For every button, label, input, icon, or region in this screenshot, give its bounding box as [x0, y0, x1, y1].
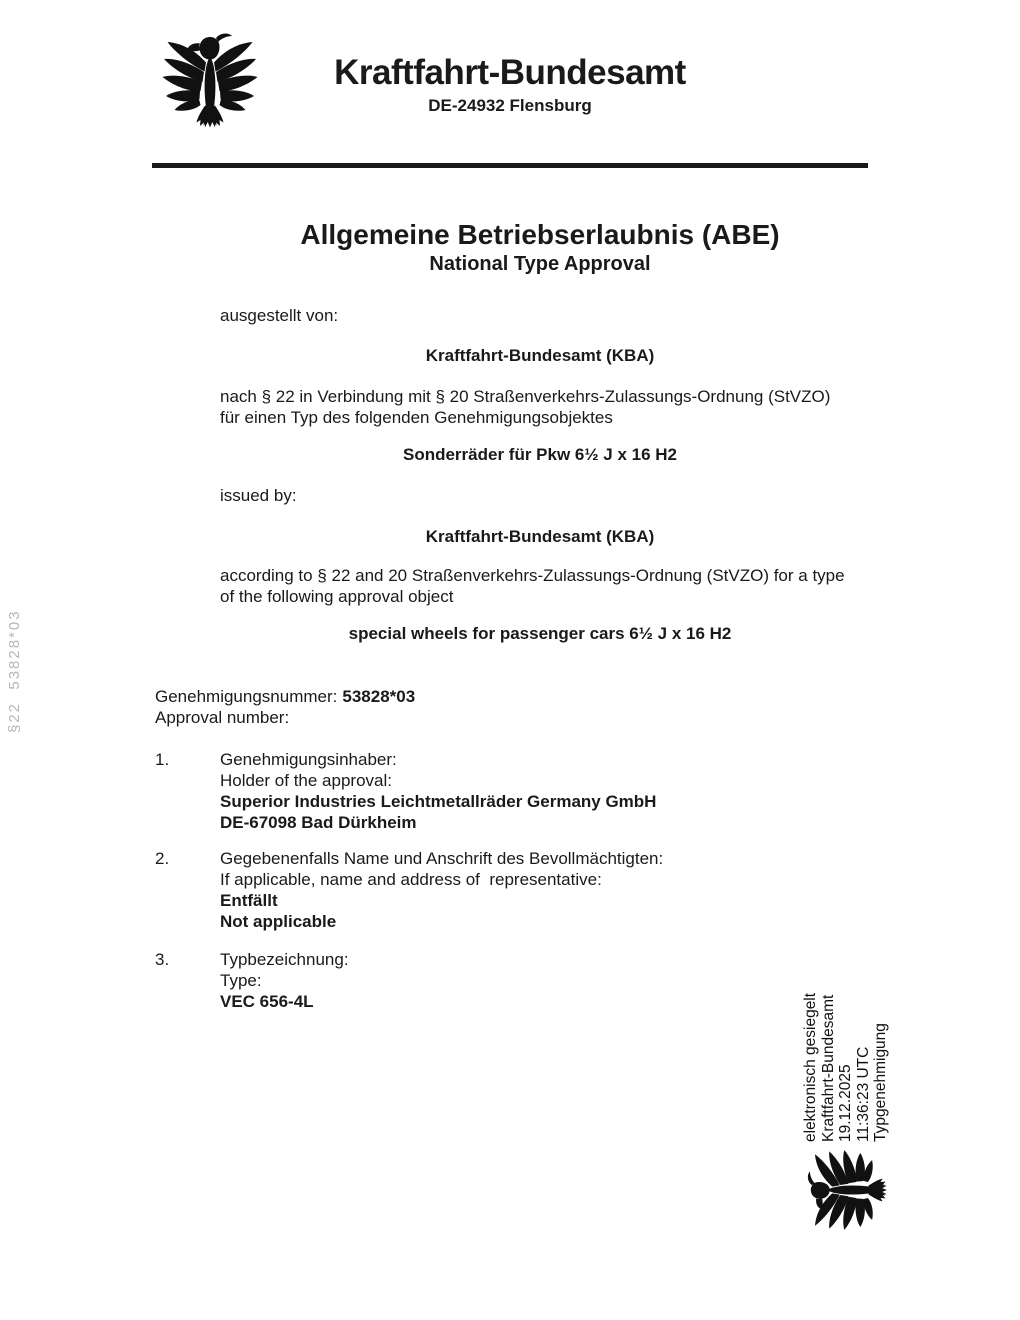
seal-line-authority: Kraftfahrt-Bundesamt [819, 994, 837, 1142]
approval-number-block [155, 686, 865, 728]
issued-by-label-en: issued by: [220, 486, 297, 505]
item-1-number: 1. [155, 750, 170, 769]
seal-bundesadler-eagle-icon [807, 1148, 891, 1232]
seal-line-kind: Typgenehmigung [872, 1023, 889, 1142]
item-1-holder-name: Superior Industries Leichtmetallräder Germany GmbH [220, 792, 657, 811]
legal-basis-de [220, 386, 865, 428]
seal-line-sealed: elektronisch gesiegelt [802, 992, 819, 1142]
header-divider-rule [152, 163, 868, 168]
document-title-block [220, 219, 860, 276]
side-watermark-text: §22 53828*03 [6, 609, 23, 733]
approval-number-line [155, 686, 865, 707]
seal-text-block [802, 993, 894, 1142]
seal-line-time: 11:36:23 UTC [854, 1046, 872, 1142]
header [160, 53, 860, 116]
item-3-label-de: Typbezeichnung: [220, 950, 349, 969]
seal-line-date: 19.12.2025 [837, 1064, 854, 1142]
approval-number-value: 53828*03 [342, 687, 416, 706]
approval-number-label-de: Genehmigungsnummer: [155, 687, 338, 706]
item-2-label-de: Gegebenenfalls Name und Anschrift des Bevollmächtigten: [220, 849, 664, 868]
issuer-name-en: Kraftfahrt-Bundesamt (KBA) [425, 527, 655, 546]
legal-basis-en-line1: according to § 22 and 20 Straßenverkehrs-Zulassungs-Ordnung (StVZO) for a type [220, 566, 845, 585]
legal-basis-en [220, 565, 865, 607]
item-1-holder-city: DE-67098 Bad Dürkheim [220, 813, 417, 832]
item-3-label-en: Type: [220, 971, 262, 990]
approval-object-en: special wheels for passenger cars 6½ J x 16 H2 [348, 624, 732, 643]
item-2-value-en: Not applicable [220, 912, 337, 931]
item-1-label-en: Holder of the approval: [220, 771, 392, 790]
legal-basis-de-line2: für einen Typ des folgenden Genehmigungsobjektes [220, 408, 613, 427]
agency-address: DE-24932 Flensburg [428, 96, 592, 115]
item-2-body [220, 848, 865, 932]
document-title-de: Allgemeine Betriebserlaubnis (ABE) [300, 219, 780, 250]
item-2-number: 2. [155, 849, 170, 868]
item-1-label-de: Genehmigungsinhaber: [220, 750, 397, 769]
issued-by-label-de: ausgestellt von: [220, 306, 339, 325]
item-3-body [220, 949, 865, 1012]
legal-basis-en-line2: of the following approval object [220, 587, 454, 606]
issuer-name-de: Kraftfahrt-Bundesamt (KBA) [425, 346, 655, 365]
document-title-en: National Type Approval [429, 253, 651, 275]
electronic-seal [802, 982, 894, 1232]
item-2-value-de: Entfällt [220, 891, 278, 910]
approval-number-label-en: Approval number: [155, 708, 290, 727]
agency-name: Kraftfahrt-Bundesamt [334, 53, 686, 92]
item-3-number: 3. [155, 950, 170, 969]
item-3-type-value: VEC 656-4L [220, 992, 314, 1011]
item-2-label-en: If applicable, name and address of representative: [220, 870, 602, 889]
legal-basis-de-line1: nach § 22 in Verbindung mit § 20 Straßenverkehrs-Zulassungs-Ordnung (StVZO) [220, 387, 831, 406]
item-1-body [220, 749, 865, 833]
approval-object-de: Sonderräder für Pkw 6½ J x 16 H2 [402, 445, 677, 464]
